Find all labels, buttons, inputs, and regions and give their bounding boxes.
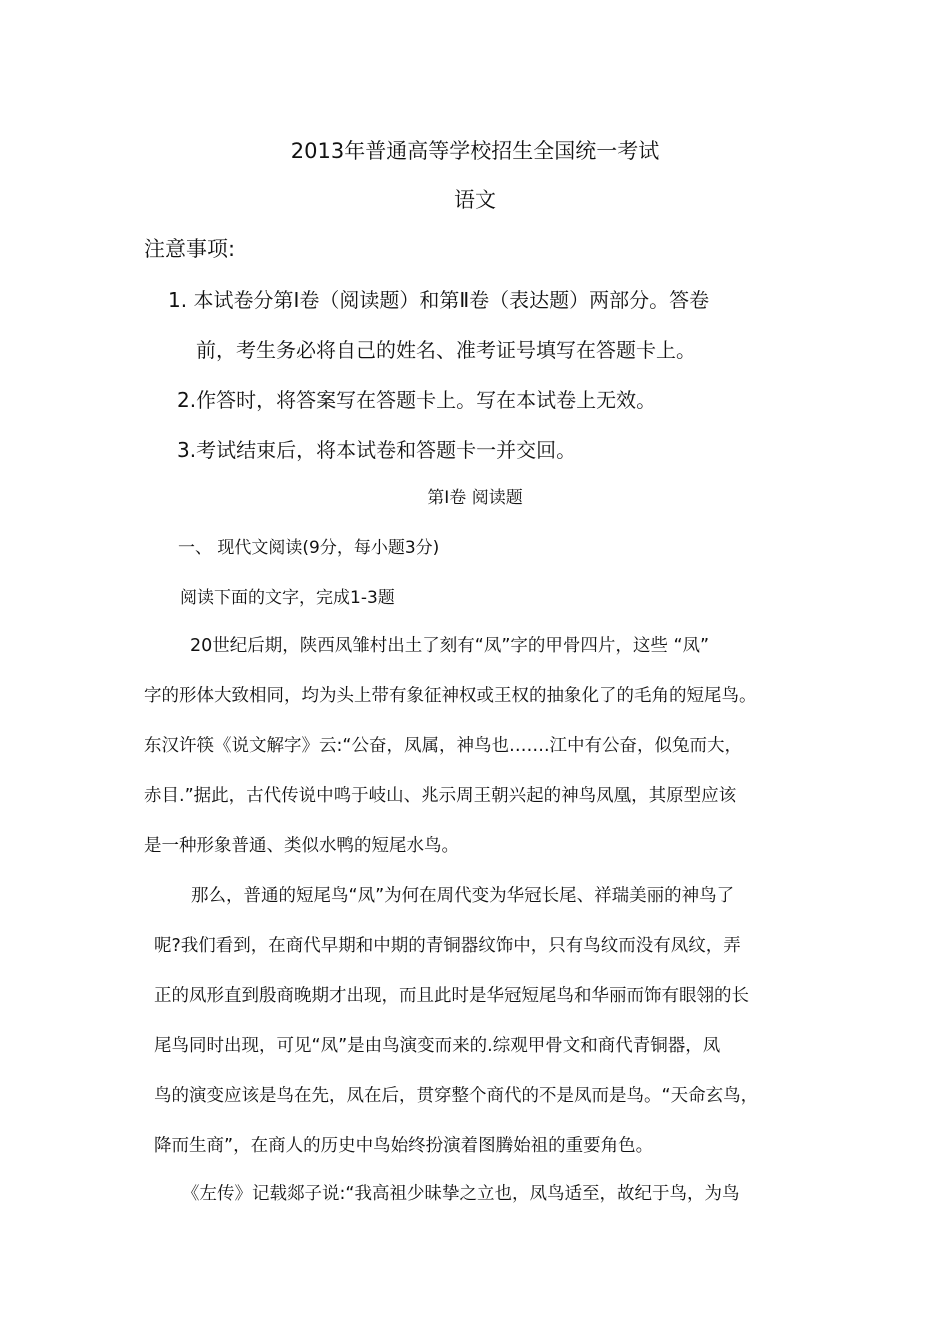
paragraph-line: 字的形体大致相同，均为头上带有象征神权或王权的抽象化了的毛角的短尾鸟。 bbox=[144, 686, 757, 706]
paragraph-line: 20世纪后期，陕西凤雏村出土了刻有“凤”字的甲骨四片，这些 “凤” bbox=[190, 636, 710, 656]
paragraph-line: 赤目.”据此，古代传说中鸣于岐山、兆示周王朝兴起的神鸟凤凰，其原型应该 bbox=[144, 786, 737, 806]
paragraph-line: 尾鸟同时出现，可见“凤”是由鸟演变而来的.综观甲骨文和商代青铜器，凤 bbox=[154, 1036, 721, 1056]
paragraph-line: 正的凤形直到殷商晚期才出现，而且此时是华冠短尾鸟和华丽而饰有眼翎的长 bbox=[154, 986, 749, 1006]
paragraph-line: 那么，普通的短尾鸟“凤”为何在周代变为华冠长尾、祥瑞美丽的神鸟了 bbox=[191, 886, 735, 906]
paragraph-line: 降而生商”，在商人的历史中鸟始终扮演着图腾始祖的重要角色。 bbox=[154, 1136, 654, 1156]
paragraph-line: 东汉许筷《说文解字》云:“公奋，凤属，神鸟也…….江中有公奋，似兔而大， bbox=[144, 736, 743, 756]
notice-item-3: 3.考试结束后，将本试卷和答题卡一并交回。 bbox=[177, 438, 577, 462]
notice-item-1: 1. 本试卷分第Ⅰ卷（阅读题）和第Ⅱ卷（表达题）两部分。答卷 bbox=[168, 288, 710, 312]
subject-title: 语文 bbox=[454, 188, 496, 212]
paragraph-line: 呢?我们看到，在商代早期和中期的青铜器纹饰中，只有鸟纹而没有凤纹，弄 bbox=[154, 936, 741, 956]
notice-item-2: 2.作答时，将答案写在答题卡上。写在本试卷上无效。 bbox=[177, 388, 657, 412]
exam-title: 2013年普通高等学校招生全国统一考试 bbox=[290, 139, 660, 163]
notice-item-1-continued: 前，考生务必将自己的姓名、准考证号填写在答题卡上。 bbox=[196, 338, 696, 362]
section-title: 第Ⅰ卷 阅读题 bbox=[427, 488, 523, 508]
paragraph-line: 鸟的演变应该是鸟在先，凤在后，贯穿整个商代的不是凤而是鸟。“天命玄鸟， bbox=[154, 1086, 759, 1106]
paragraph-line: 《左传》记载郯子说:“我高祖少昧挚之立也，凤鸟适至，故纪于鸟，为鸟 bbox=[182, 1184, 740, 1204]
part-heading: 一、 现代文阅读(9分，每小题3分) bbox=[178, 538, 440, 558]
notice-heading: 注意事项: bbox=[144, 237, 236, 261]
paragraph-line: 是一种形象普通、类似水鸭的短尾水鸟。 bbox=[144, 836, 459, 856]
reading-instruction: 阅读下面的文字，完成1-3题 bbox=[180, 588, 395, 608]
